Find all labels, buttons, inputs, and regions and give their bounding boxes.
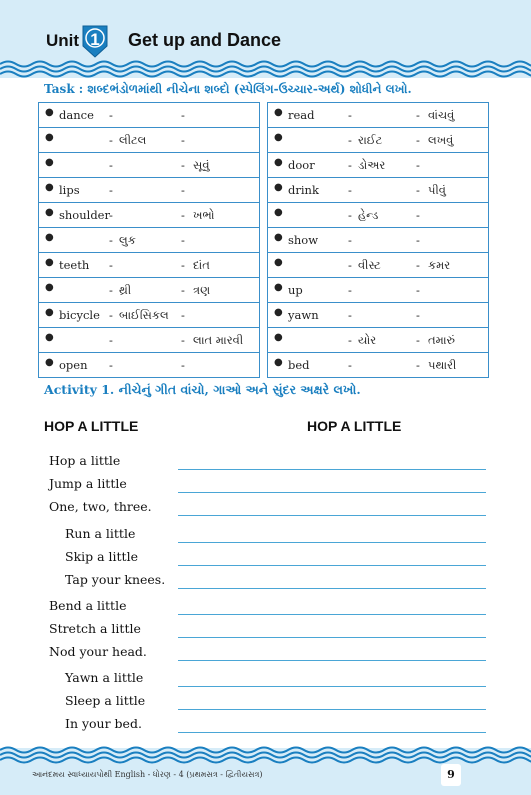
- table-row: ● teeth - - દાંત: [39, 253, 259, 278]
- writing-line[interactable]: [178, 660, 486, 661]
- song-line: Nod your head.: [49, 644, 147, 659]
- bullet-icon: ●: [45, 207, 54, 218]
- task-label: Task :: [44, 82, 84, 96]
- word-cell: yawn: [288, 308, 319, 322]
- meaning-cell: કમર: [428, 258, 451, 272]
- meaning-cell: તમારું: [428, 333, 455, 347]
- bullet-icon: ●: [274, 182, 283, 193]
- page-title: Get up and Dance: [128, 30, 282, 50]
- song-line: Stretch a little: [49, 621, 141, 636]
- table-row: ● open - -: [45, 357, 185, 372]
- word-cell: open: [59, 358, 88, 372]
- writing-line[interactable]: [178, 469, 486, 470]
- vocab-table-right: [267, 102, 489, 378]
- word-cell: dance: [59, 108, 94, 122]
- unit-label: Unit: [46, 31, 80, 50]
- pronunciation-cell: બાઈસિકલ: [119, 308, 169, 322]
- bullet-icon: ●: [274, 357, 283, 368]
- song-line: Skip a little: [65, 549, 138, 564]
- writing-line[interactable]: [178, 614, 486, 615]
- bullet-icon: ●: [274, 232, 283, 243]
- table-row: ● dance - -: [39, 103, 259, 128]
- table-row: ● bed - - પથારી: [274, 357, 457, 372]
- task-text: શબ્દભંડોળમાંથી નીચેના શબ્દો (સ્પેલિંગ-ઉચ્ચાર-અર્થ) શોધીને લખો.: [87, 82, 412, 96]
- song-line: Hop a little: [49, 453, 121, 468]
- pronunciation-cell: લીટલ: [119, 133, 147, 147]
- activity-instruction: Activity 1. નીચેનું ગીત વાંચો, ગાઓ અને સુંદર અક્ષરે લખો.: [44, 382, 361, 397]
- song-title: HOP A LITTLE: [44, 418, 139, 434]
- bullet-icon: ●: [45, 157, 54, 168]
- bullet-icon: ●: [45, 332, 54, 343]
- table-row: ● up - -: [268, 278, 488, 303]
- meaning-cell: વાંચવું: [428, 108, 455, 122]
- pronunciation-cell: લુક: [119, 233, 136, 247]
- word-cell: up: [288, 283, 303, 297]
- meaning-cell: ત્રણ: [193, 283, 211, 297]
- table-row: ● lips - -: [39, 178, 259, 203]
- song-line: One, two, three.: [49, 499, 152, 514]
- pronunciation-cell: થ્રી: [119, 283, 132, 297]
- writing-line[interactable]: [178, 637, 486, 638]
- bullet-icon: ●: [45, 232, 54, 243]
- table-row: ● bicycle - બાઈસિકલ -: [39, 303, 259, 328]
- song-line: Bend a little: [49, 598, 127, 613]
- pronunciation-cell: હેન્ડ: [358, 208, 379, 222]
- table-row: ● - થ્રી - ત્રણ: [39, 278, 259, 303]
- table-row: ● read - - વાંચવું: [268, 103, 488, 128]
- bullet-icon: ●: [45, 357, 54, 368]
- table-row: ● door - ડોઅર -: [268, 153, 488, 178]
- pronunciation-cell: રાઈટ: [358, 133, 383, 147]
- song-line: Jump a little: [49, 476, 127, 491]
- meaning-cell: પથારી: [428, 358, 457, 372]
- writing-line[interactable]: [178, 565, 486, 566]
- bullet-icon: ●: [274, 332, 283, 343]
- pronunciation-cell: ડોઅર: [358, 158, 386, 172]
- writing-line[interactable]: [178, 732, 486, 733]
- word-cell: bed: [288, 358, 310, 372]
- unit-number: 1: [90, 30, 100, 49]
- word-cell: shoulder: [59, 208, 110, 222]
- bullet-icon: ●: [274, 257, 283, 268]
- meaning-cell: સૂવું: [193, 158, 210, 172]
- word-cell: lips: [59, 183, 80, 197]
- footer-book-title: આનંદમય સ્વાધ્યાયપોથી English - ધોરણ - 4 (પ્રથમસત્ર - દ્વિતીયસત્ર): [32, 770, 263, 779]
- bullet-icon: ●: [274, 307, 283, 318]
- word-cell: bicycle: [59, 308, 100, 322]
- bullet-icon: ●: [45, 307, 54, 318]
- song-line: In your bed.: [65, 716, 142, 731]
- word-cell: door: [288, 158, 315, 172]
- writing-line[interactable]: [178, 709, 486, 710]
- song-line: Sleep a little: [65, 693, 146, 708]
- table-row: ● - વીસ્ટ - કમર: [268, 253, 488, 278]
- meaning-cell: ખભો: [193, 208, 215, 222]
- writing-line[interactable]: [178, 492, 486, 493]
- word-cell: show: [288, 233, 319, 247]
- meaning-cell: પીવું: [428, 183, 446, 197]
- vocab-table-left: [38, 102, 260, 378]
- song-line: Tap your knees.: [65, 572, 166, 587]
- song-line: Run a little: [65, 526, 136, 541]
- word-cell: drink: [288, 183, 319, 197]
- table-row: ● - હેન્ડ -: [268, 203, 488, 228]
- table-row: ● drink - - પીવું: [268, 178, 488, 203]
- table-row: ● - લુક -: [39, 228, 259, 253]
- writing-line[interactable]: [178, 542, 486, 543]
- table-row: ● show - -: [268, 228, 488, 253]
- table-row: ● - લીટલ -: [39, 128, 259, 153]
- table-row: ● - - સૂવું: [39, 153, 259, 178]
- bullet-icon: ●: [274, 157, 283, 168]
- header-wave-decoration: [0, 58, 531, 78]
- bullet-icon: ●: [45, 182, 54, 193]
- song-line: Yawn a little: [65, 670, 144, 685]
- word-cell: teeth: [59, 258, 90, 272]
- meaning-cell: દાંત: [193, 258, 210, 272]
- writing-line[interactable]: [178, 515, 486, 516]
- footer-wave-decoration: [0, 744, 531, 764]
- writing-line[interactable]: [178, 686, 486, 687]
- pronunciation-cell: યોર: [358, 333, 377, 347]
- bullet-icon: ●: [274, 207, 283, 218]
- task-instruction: [44, 82, 412, 97]
- table-row: ● shoulder - - ખભો: [39, 203, 259, 228]
- word-cell: read: [288, 108, 315, 122]
- bullet-icon: ●: [45, 132, 54, 143]
- bullet-icon: ●: [45, 257, 54, 268]
- pronunciation-cell: વીસ્ટ: [358, 258, 381, 272]
- page-number: 9: [441, 764, 461, 786]
- bullet-icon: ●: [45, 107, 54, 118]
- meaning-cell: લાત મારવી: [193, 333, 244, 347]
- writing-area-title: HOP A LITTLE: [307, 418, 402, 434]
- table-row: ● - રાઈટ - લખવું: [268, 128, 488, 153]
- table-row: ● yawn - -: [268, 303, 488, 328]
- bullet-icon: ●: [274, 282, 283, 293]
- table-row: ● - યોર - તમારું: [268, 328, 488, 353]
- table-row: ● - - લાત મારવી: [39, 328, 259, 353]
- writing-line[interactable]: [178, 588, 486, 589]
- bullet-icon: ●: [274, 107, 283, 118]
- bullet-icon: ●: [274, 132, 283, 143]
- bullet-icon: ●: [45, 282, 54, 293]
- meaning-cell: લખવું: [428, 133, 454, 147]
